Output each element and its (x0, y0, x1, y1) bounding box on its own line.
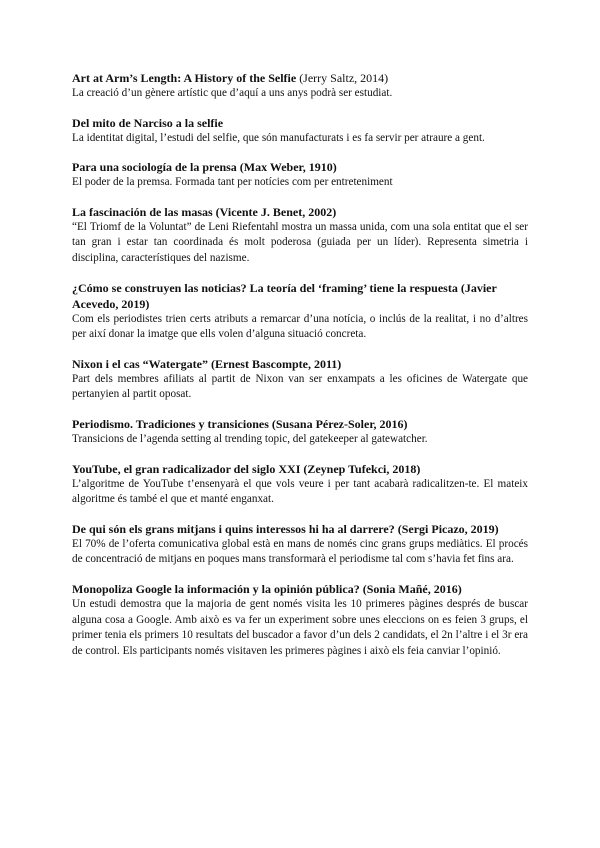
entry-grans-mitjans (72, 521, 528, 568)
entry-summary: La identitat digital, l’estudi del selfie, que són manufacturats i es fa servir per atraure a gent. (72, 131, 485, 144)
entry-summary: L’algoritme de YouTube t’ensenyarà el que vols veure i per tant acabarà radicalitzen-te. El mateix algoritme és també el que et manté enganxat. (72, 477, 528, 506)
entry-title-text: ¿Cómo se construyen las noticias? La teoría del ‘framing’ tiene la respuesta (Javier Acevedo, 2019) (72, 280, 497, 311)
entry-title (72, 416, 528, 432)
entry-periodismo (72, 416, 528, 448)
entry-summary: Com els periodistes trien certs atributs a remarcar d’una notícia, o inclús de la realitat, i no d’altres per així donar la imatge que ells volen d’alguna situació concreta. (72, 312, 528, 341)
entry-youtube (72, 461, 528, 508)
entry-title (72, 159, 528, 175)
entry-summary: “El Triomf de la Voluntat” de Leni Riefentahl mostra un massa unida, com una sola entitat que el ser tan gran i estar tan coordinada és molt poderosa (guiada per un líder). Representa simetria i disciplina, característiques del nazisme. (72, 220, 528, 264)
entry-summary: El 70% de l’oferta comunicativa global està en mans de només cinc grans grups mediàtics. El procés de concentració de mitjans en poques mans transformarà el periodisme tal com s’havia fet fins ara. (72, 537, 528, 566)
entry-fascinacion-masas (72, 204, 528, 267)
entry-sociologia-prensa (72, 159, 528, 191)
entry-watergate (72, 356, 528, 403)
entry-title (72, 521, 528, 537)
entry-title (72, 204, 528, 220)
entry-selfie-history (72, 70, 528, 102)
entry-title-text: Monopoliza Google la información y la opinión pública? (Sonia Mañé, 2016) (72, 581, 462, 596)
entry-title (72, 70, 528, 86)
entry-title (72, 115, 528, 131)
entry-summary: El poder de la premsa. Formada tant per notícies com per entreteniment (72, 176, 393, 189)
entry-title (72, 280, 528, 312)
entry-title-text: Para una sociología de la prensa (Max Weber, 1910) (72, 160, 337, 175)
entry-title-text: Del mito de Narciso a la selfie (72, 115, 224, 130)
entry-google (72, 581, 528, 659)
entry-title (72, 461, 528, 477)
entry-title-text: De qui són els grans mitjans i quins interessos hi ha al darrere? (Sergi Picazo, 2019) (72, 521, 499, 536)
entry-summary: Transicions de l’agenda setting al trending topic, del gatekeeper al gatewatcher. (72, 432, 428, 445)
document-page (72, 70, 528, 672)
entry-title (72, 581, 528, 597)
entry-summary: La creació d’un gènere artístic que d’aquí a uns anys podrà ser estudiat. (72, 87, 393, 99)
entry-framing (72, 280, 528, 343)
entry-title-text: La fascinación de las masas (Vicente J. Benet, 2002) (72, 204, 337, 219)
entry-title (72, 356, 528, 372)
entry-title-text: Art at Arm’s Length: A History of the Selfie (72, 71, 297, 85)
entry-title-text: Periodismo. Tradiciones y transiciones (Susana Pérez-Soler, 2016) (72, 416, 408, 431)
entry-title-text: Nixon i el cas “Watergate” (Ernest Bascompte, 2011) (72, 356, 342, 371)
entry-title-text: YouTube, el gran radicalizador del siglo XXI (Zeynep Tufekci, 2018) (72, 461, 421, 476)
entry-narciso-selfie (72, 115, 528, 147)
entry-summary: Part dels membres afiliats al partit de Nixon van ser enxampats a les oficines de Watergate que pertanyien al partit oposat. (72, 372, 528, 401)
entry-summary: Un estudi demostra que la majoria de gent només visita les 10 primeres pàgines després de buscar alguna cosa a Google. Amb això es va fer un experiment sobre unes eleccions on es feien 3 grups, el primer tenia els primers 10 resultats del buscador a favor d’un dels 2 candidats, el 2n l’altre i el 3r era de control. Els participants només visitaven les primeres pàgines i això els feia canviar l’opinió. (72, 597, 528, 657)
entry-source: (Jerry Saltz, 2014) (296, 71, 389, 85)
